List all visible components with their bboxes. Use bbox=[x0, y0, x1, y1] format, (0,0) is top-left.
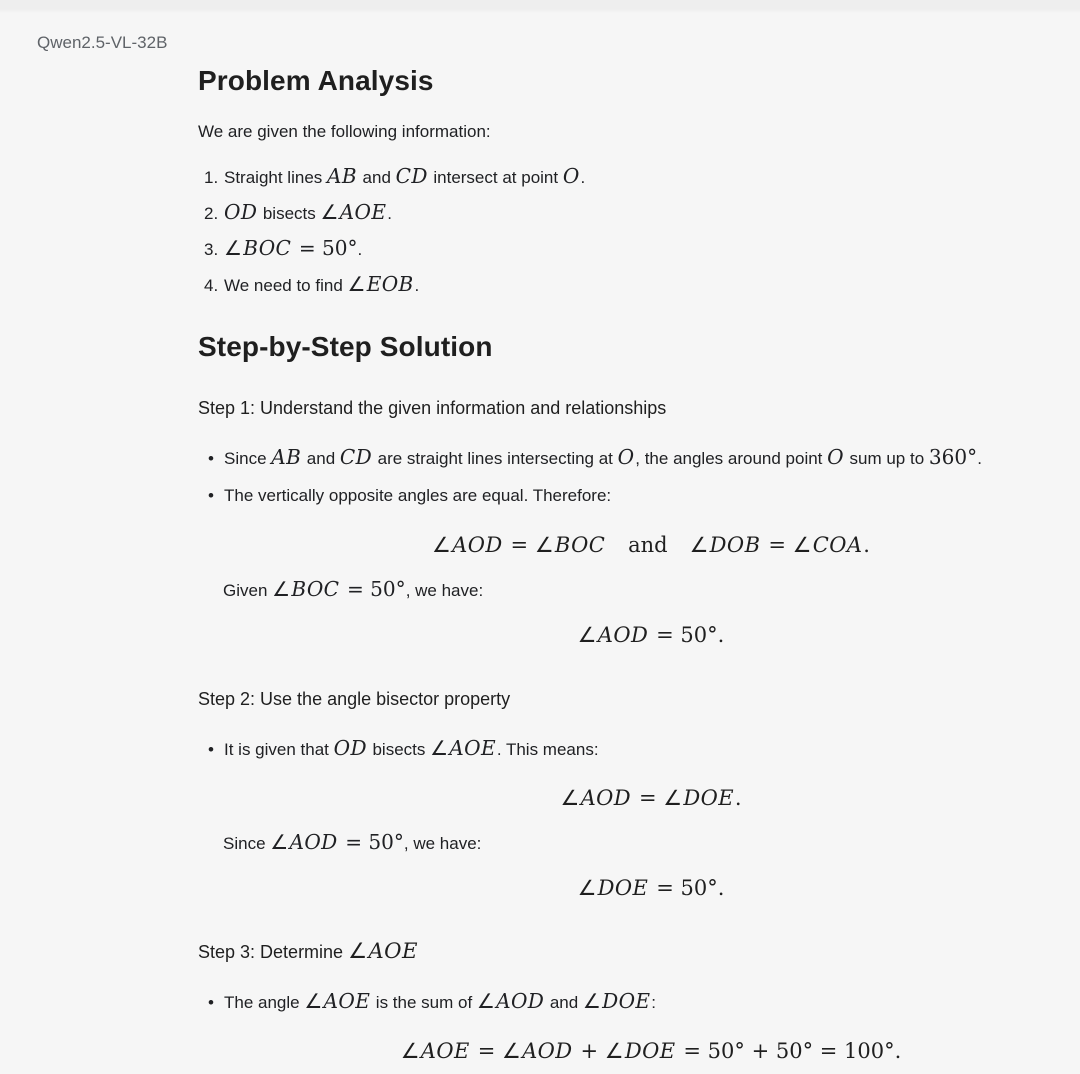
step-2-bullets bbox=[198, 731, 1080, 768]
inline-math bbox=[334, 738, 368, 760]
list-marker: 4. bbox=[204, 276, 219, 295]
angle-symbol: ∠ bbox=[663, 786, 683, 810]
inline-math bbox=[563, 166, 581, 188]
text-run: Straight lines bbox=[224, 168, 327, 187]
math-variable: DOB bbox=[709, 533, 768, 557]
text-run: Step 2: Use the angle bisector property bbox=[198, 689, 511, 709]
list-item-text bbox=[224, 196, 392, 232]
list-item bbox=[198, 477, 1080, 514]
angle-symbol: ∠ bbox=[432, 533, 451, 557]
text-run: bisects bbox=[367, 740, 431, 759]
text-run: The angle bbox=[224, 993, 305, 1012]
list-item-text bbox=[224, 160, 585, 196]
math-operator: = 50° + 50° = 100°. bbox=[683, 1039, 902, 1063]
math-variable: AOE bbox=[420, 1039, 477, 1063]
math-variable: BOC bbox=[291, 577, 347, 601]
inline-math bbox=[578, 624, 725, 647]
text-run: , we have: bbox=[403, 834, 482, 853]
math-variable: AOD bbox=[496, 989, 545, 1013]
text-run: Step-by-Step Solution bbox=[198, 331, 493, 362]
inline-math bbox=[304, 991, 371, 1013]
math-variable: AB bbox=[327, 164, 358, 188]
angle-symbol: ∠ bbox=[577, 876, 597, 900]
math-variable: EOB bbox=[366, 272, 414, 296]
heading-problem-analysis bbox=[198, 64, 1080, 98]
list-item-text bbox=[224, 731, 599, 768]
math-variable: AOD bbox=[580, 786, 639, 810]
text-run: . bbox=[387, 204, 392, 223]
math-variable: BOC bbox=[243, 236, 299, 260]
text-run: , the angles around point bbox=[635, 449, 828, 468]
math-variable: O bbox=[617, 445, 635, 469]
math-variable: DOE bbox=[624, 1039, 683, 1063]
math-operator: 360° bbox=[928, 445, 978, 469]
angle-symbol: ∠ bbox=[320, 200, 339, 224]
equation-aod-50 bbox=[198, 617, 1080, 655]
text-run: We are given the following information: bbox=[198, 122, 491, 141]
math-variable: AOE bbox=[368, 939, 418, 964]
math-operator: = bbox=[768, 533, 793, 557]
math-operator: = bbox=[477, 1039, 502, 1063]
inline-math bbox=[583, 991, 651, 1013]
angle-symbol: ∠ bbox=[577, 623, 597, 647]
bullet-icon: • bbox=[208, 740, 214, 759]
equation-vertical-angles bbox=[198, 526, 1080, 565]
math-operator: = 50° bbox=[345, 830, 404, 854]
text-run: bisects bbox=[258, 204, 321, 223]
math-variable: DOE bbox=[683, 786, 734, 810]
heading-step-by-step-solution bbox=[198, 330, 1080, 364]
angle-symbol: ∠ bbox=[689, 533, 709, 557]
text-run: Since bbox=[223, 834, 271, 853]
math-operator: = 50°. bbox=[656, 623, 725, 647]
equation-final-sum bbox=[198, 1033, 1080, 1071]
bullet-icon: • bbox=[208, 449, 214, 468]
math-variable: BOC bbox=[554, 533, 606, 557]
angle-symbol: ∠ bbox=[272, 577, 291, 601]
text-run: Since bbox=[224, 449, 272, 468]
math-operator: . bbox=[734, 786, 742, 810]
math-variable: COA bbox=[812, 533, 863, 557]
math-operator: = 50° bbox=[346, 577, 406, 601]
math-variable: O bbox=[827, 445, 844, 469]
math-variable: OD bbox=[333, 736, 367, 760]
math-variable: AOE bbox=[339, 200, 387, 224]
since-aod-paragraph bbox=[223, 830, 1080, 858]
text-run: intersect at point bbox=[428, 168, 563, 187]
list-item-text bbox=[224, 984, 656, 1021]
text-run: . bbox=[357, 240, 363, 259]
heading-step-2 bbox=[198, 685, 1080, 713]
inline-math bbox=[401, 1040, 902, 1063]
list-marker: 1. bbox=[204, 168, 219, 187]
text-run: We need to find bbox=[224, 276, 348, 295]
angle-symbol: ∠ bbox=[604, 1039, 624, 1063]
inline-math bbox=[929, 447, 977, 469]
math-operator: + bbox=[580, 1039, 605, 1063]
step-1-bullets bbox=[198, 440, 1080, 514]
math-variable: DOE bbox=[597, 876, 656, 900]
list-item-text bbox=[224, 477, 611, 514]
text-run: . bbox=[977, 449, 982, 468]
heading-step-3 bbox=[198, 938, 1080, 966]
text-run: and bbox=[302, 449, 340, 468]
math-variable: AOD bbox=[289, 830, 345, 854]
equation-word: and bbox=[628, 533, 668, 557]
text-run: sum up to bbox=[844, 449, 929, 468]
text-run: and bbox=[357, 168, 396, 187]
math-variable: OD bbox=[224, 200, 258, 224]
angle-symbol: ∠ bbox=[348, 939, 368, 964]
inline-math bbox=[432, 534, 606, 557]
text-run: . bbox=[414, 276, 420, 295]
inline-math bbox=[578, 877, 725, 900]
inline-math bbox=[320, 202, 387, 224]
text-run: Step 3: Determine bbox=[198, 942, 349, 962]
list-item bbox=[198, 196, 1080, 232]
list-item bbox=[198, 440, 1080, 477]
inline-math bbox=[560, 787, 741, 810]
inline-math bbox=[340, 447, 373, 469]
math-variable: AOD bbox=[452, 533, 510, 557]
inline-math bbox=[327, 166, 358, 188]
math-operator: = bbox=[638, 786, 664, 810]
math-variable: AOE bbox=[323, 989, 371, 1013]
inline-math bbox=[477, 991, 545, 1013]
heading-step-1 bbox=[198, 394, 1080, 422]
math-operator: . bbox=[863, 533, 870, 557]
text-run: Given bbox=[223, 581, 273, 600]
intro-paragraph bbox=[198, 120, 1080, 144]
text-run: Problem Analysis bbox=[198, 65, 434, 96]
solution-document bbox=[198, 13, 1080, 1071]
list-item bbox=[198, 984, 1080, 1021]
text-run: : bbox=[651, 993, 656, 1012]
list-marker: 2. bbox=[204, 204, 219, 223]
step-3-bullets bbox=[198, 984, 1080, 1021]
text-run: , we have: bbox=[405, 581, 484, 600]
inline-math bbox=[272, 579, 406, 601]
inline-math bbox=[348, 274, 415, 296]
angle-symbol: ∠ bbox=[400, 1039, 420, 1063]
angle-symbol: ∠ bbox=[476, 989, 495, 1013]
equation-doe-50 bbox=[198, 870, 1080, 908]
text-run: The vertically opposite angles are equal. Therefore: bbox=[224, 486, 612, 505]
angle-symbol: ∠ bbox=[304, 989, 323, 1013]
list-item-text bbox=[224, 268, 419, 304]
math-variable: O bbox=[562, 164, 580, 188]
text-run: . This means: bbox=[496, 740, 599, 759]
math-variable: AB bbox=[271, 445, 302, 469]
bullet-icon: • bbox=[208, 486, 214, 505]
inline-math bbox=[618, 447, 636, 469]
angle-symbol: ∠ bbox=[501, 1039, 521, 1063]
math-variable: DOE bbox=[602, 989, 651, 1013]
math-operator: = 50°. bbox=[656, 876, 725, 900]
list-item-text bbox=[224, 232, 362, 268]
text-run: and bbox=[545, 993, 583, 1012]
inline-math bbox=[270, 832, 404, 854]
inline-math bbox=[690, 534, 870, 557]
math-variable: AOD bbox=[597, 623, 656, 647]
model-label: Qwen2.5-VL-32B bbox=[37, 33, 168, 52]
math-variable: CD bbox=[395, 164, 428, 188]
text-run: It is given that bbox=[224, 740, 334, 759]
inline-math bbox=[348, 939, 419, 963]
top-strip bbox=[0, 0, 1080, 13]
list-item bbox=[198, 160, 1080, 196]
angle-symbol: ∠ bbox=[270, 830, 289, 854]
inline-math bbox=[224, 202, 258, 224]
math-variable: AOE bbox=[449, 736, 497, 760]
inline-math bbox=[271, 447, 302, 469]
math-operator: = bbox=[510, 533, 535, 557]
text-run: are straight lines intersecting at bbox=[372, 449, 618, 468]
text-run: Step 1: Understand the given information and relationships bbox=[198, 398, 667, 418]
inline-math bbox=[430, 738, 497, 760]
angle-symbol: ∠ bbox=[582, 989, 601, 1013]
list-item-text bbox=[224, 440, 982, 477]
angle-symbol: ∠ bbox=[430, 736, 449, 760]
angle-symbol: ∠ bbox=[347, 272, 366, 296]
inline-math bbox=[224, 238, 358, 260]
angle-symbol: ∠ bbox=[534, 533, 554, 557]
angle-symbol: ∠ bbox=[224, 236, 242, 260]
given-boc-paragraph bbox=[223, 577, 1080, 605]
angle-symbol: ∠ bbox=[560, 786, 580, 810]
list-item bbox=[198, 268, 1080, 304]
given-information-list bbox=[198, 160, 1080, 304]
math-variable: AOD bbox=[522, 1039, 580, 1063]
bullet-icon: • bbox=[208, 993, 214, 1012]
math-variable: CD bbox=[339, 445, 373, 469]
angle-symbol: ∠ bbox=[792, 533, 812, 557]
inline-math bbox=[396, 166, 429, 188]
math-operator: = 50° bbox=[298, 236, 358, 260]
inline-math bbox=[827, 447, 845, 469]
text-run: is the sum of bbox=[371, 993, 477, 1012]
list-marker: 3. bbox=[204, 240, 219, 259]
text-run: . bbox=[580, 168, 586, 187]
list-item bbox=[198, 232, 1080, 268]
equation-aod-doe bbox=[198, 780, 1080, 818]
list-item bbox=[198, 731, 1080, 768]
